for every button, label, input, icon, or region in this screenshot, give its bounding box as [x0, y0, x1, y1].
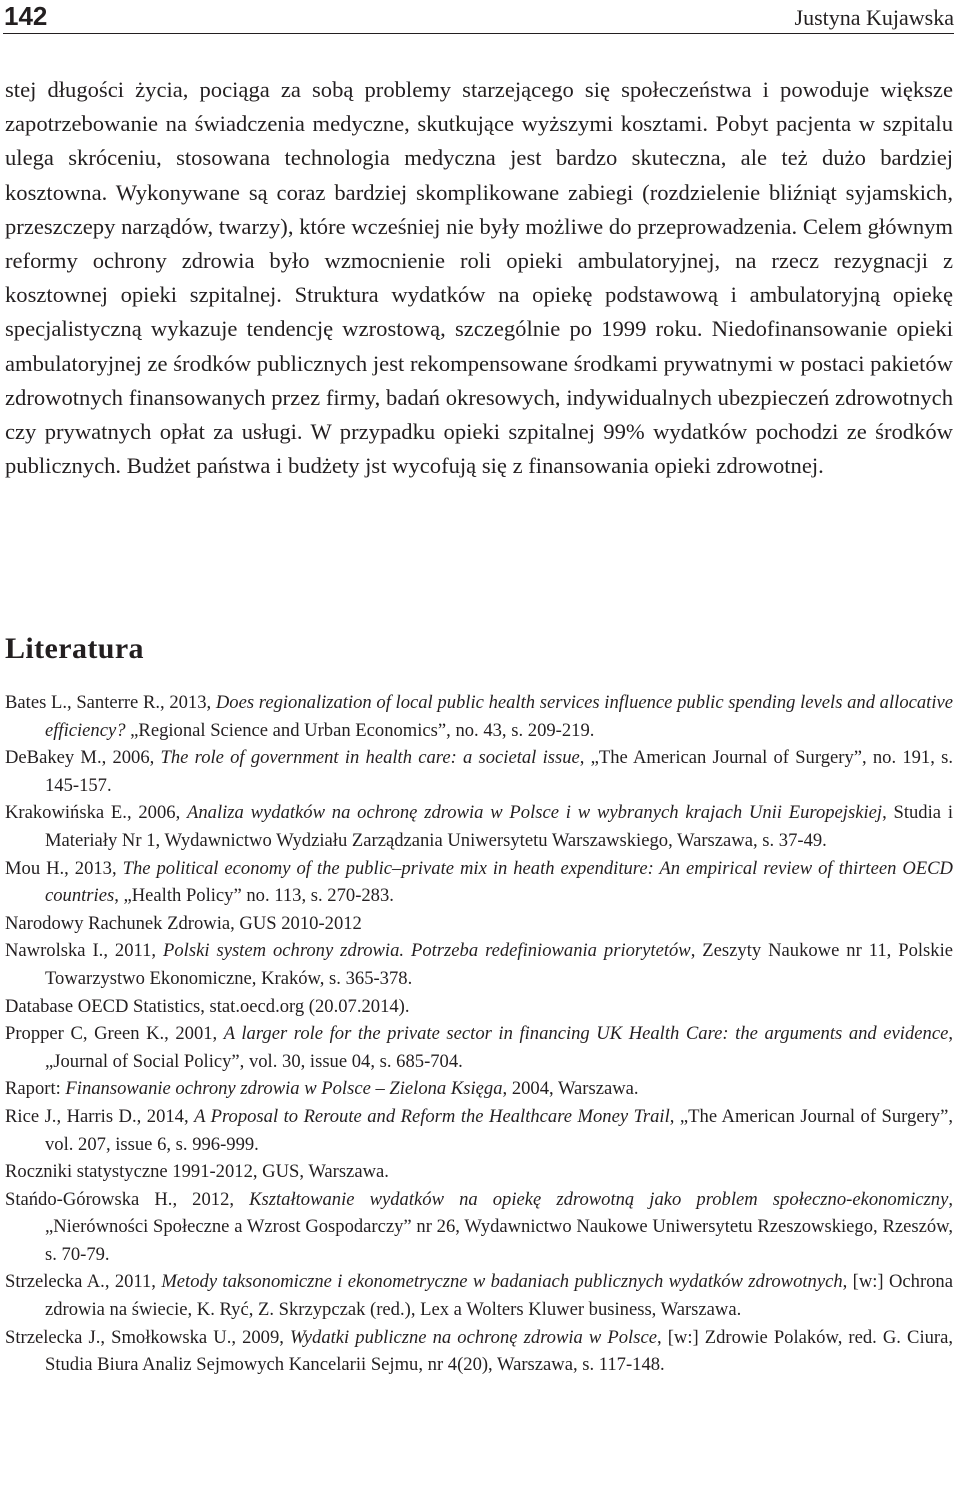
reference-title: Finansowanie ochrony zdrowia w Polsce – Zielona Księga	[65, 1078, 503, 1100]
running-header	[3, 0, 954, 34]
reference-item	[5, 1075, 953, 1103]
reference-item	[5, 993, 953, 1021]
reference-authors: Database OECD Statistics, stat.oecd.org (20.07.2014).	[5, 995, 410, 1017]
reference-authors: Bates L., Santerre R., 2013,	[5, 692, 216, 713]
reference-authors: Stańdo-Górowska H., 2012,	[5, 1188, 250, 1210]
reference-title: The political economy of the public–private mix in heath expenditure: An empirical review of thirteen OECD countries	[45, 857, 953, 907]
reference-title: Wydatki publiczne na ochronę zdrowia w Polsce	[289, 1326, 657, 1348]
reference-source: , „Journal of Social Policy”, vol. 30, issue 04, s. 685-704.	[45, 1023, 953, 1072]
section-heading: Literatura	[5, 632, 144, 665]
reference-source: , „The American Journal of Surgery”, vol. 207, issue 6, s. 996-999.	[45, 1105, 953, 1155]
reference-item	[5, 855, 953, 910]
reference-authors: DeBakey M., 2006,	[5, 747, 161, 769]
reference-title: Polski system ochrony zdrowia. Potrzeba redefiniowania priorytetów	[163, 940, 691, 962]
reference-authors: Strzelecka J., Smołkowska U., 2009,	[5, 1326, 290, 1348]
reference-item	[5, 937, 953, 992]
reference-authors: Krakowińska E., 2006,	[5, 802, 188, 824]
reference-item	[5, 1158, 953, 1186]
body-paragraph: stej długości życia, pociąga za sobą problemy starzejącego się społeczeństwa i powoduje większe zapotrzebowanie na świadczenia medyczne, skutkujące wyższymi kosztami. Pobyt pacjenta w szpitalu ulega skróceniu, stosowana technologia medyczna jest bardzo skuteczna, ale też dużo bardziej kosztowna. Wykonywane są coraz bardziej skomplikowane zabiegi (rozdzielenie bliźniąt syjamskich, przeszczepy narządów, twarzy), które wcześniej nie były możliwe do przeprowadzenia. Celem głównym reformy ochrony zdrowia było wzmocnienie roli opieki ambulatoryjnej, na rzecz rezygnacji z kosztownej opieki szpitalnej. Struktura wydatków na opiekę podstawową i ambulatoryjną opiekę specjalistyczną wykazuje tendencję wzrostową, szczególnie po 1999 roku. Niedofinansowanie opieki ambulatoryjnej ze środków publicznych jest rekompensowane środkami prywatnymi w postaci pakietów zdrowotnych finansowanych przez firmy, badań okresowych, indywidualnych ubezpieczeń zdrowotnych czy prywatnych opłat za usługi. W przypadku opieki szpitalnej 99% wydatków pochodzi ze środków publicznych. Budżet państwa i budżety jst wycofują się z finansowania opieki zdrowotnej.	[5, 77, 953, 479]
reference-authors: Narodowy Rachunek Zdrowia, GUS 2010-2012	[5, 912, 362, 934]
reference-source: , „Nierówności Społeczne a Wzrost Gospodarczy” nr 26, Wydawnictwo Naukowe Uniwersytetu Rzeszowskiego, Rzeszów, s. 70-79.	[45, 1188, 953, 1265]
reference-authors: Mou H., 2013,	[5, 857, 123, 879]
reference-source: , „The American Journal of Surgery”, no. 191, s. 145-157.	[45, 747, 953, 796]
reference-item	[5, 799, 953, 854]
reference-title: Analiza wydatków na ochronę zdrowia w Polsce i w wybranych krajach Unii Europejskiej	[187, 802, 883, 824]
reference-title: A larger role for the private sector in financing UK Health Care: the arguments and evidence	[223, 1023, 949, 1045]
reference-list	[5, 689, 953, 1379]
reference-item	[5, 910, 953, 938]
reference-item	[5, 689, 953, 744]
reference-title: The role of government in health care: a societal issue	[160, 747, 580, 769]
reference-authors: Propper C, Green K., 2001,	[5, 1023, 224, 1045]
reference-item	[5, 744, 953, 799]
reference-item	[5, 1103, 953, 1158]
reference-item	[5, 1186, 953, 1269]
reference-title: Does regionalization of local public health services influence public spending levels and allocative efficiency?	[45, 692, 953, 741]
reference-source: , 2004, Warszawa.	[502, 1078, 639, 1100]
reference-source: , [w:] Ochrona zdrowia na świecie, K. Ryć, Z. Skrzypczak (red.), Lex a Wolters Kluwer business, Warszawa.	[45, 1271, 953, 1321]
reference-authors: Roczniki statystyczne 1991-2012, GUS, Warszawa.	[5, 1161, 389, 1183]
reference-source: , Studia i Materiały Nr 1, Wydawnictwo Wydziału Zarządzania Uniwersytetu Warszawskiego, Warszawa, s. 37-49.	[45, 802, 953, 851]
reference-source: , Zeszyty Naukowe nr 11, Polskie Towarzystwo Ekonomiczne, Kraków, s. 365-378.	[45, 940, 953, 989]
reference-item	[5, 1020, 953, 1075]
reference-authors: Rice J., Harris D., 2014,	[5, 1105, 195, 1127]
reference-authors: Strzelecka A., 2011,	[5, 1271, 162, 1293]
reference-item	[5, 1268, 953, 1323]
reference-source: , „Health Policy” no. 113, s. 270-283.	[114, 885, 394, 907]
reference-title: A Proposal to Reroute and Reform the Healthcare Money Trail	[194, 1105, 670, 1127]
reference-title: Kształtowanie wydatków na opiekę zdrowotną jako problem społeczno-ekonomiczny	[249, 1188, 949, 1210]
running-author: Justyna Kujawska	[794, 5, 954, 30]
reference-authors: Nawrolska I., 2011,	[5, 940, 164, 962]
reference-title: Metody taksonomiczne i ekonometryczne w badaniach publicznych wydatków zdrowotnych	[161, 1271, 843, 1293]
reference-source: , [w:] Zdrowie Polaków, red. G. Ciura, Studia Biura Analiz Sejmowych Kancelarii Sejmu, nr 4(20), Warszawa, s. 117-148.	[45, 1326, 953, 1376]
reference-source: „Regional Science and Urban Economics”, no. 43, s. 209-219.	[125, 719, 595, 741]
reference-authors: Raport:	[5, 1078, 66, 1100]
reference-item	[5, 1324, 953, 1379]
page-number: 142	[4, 1, 48, 31]
